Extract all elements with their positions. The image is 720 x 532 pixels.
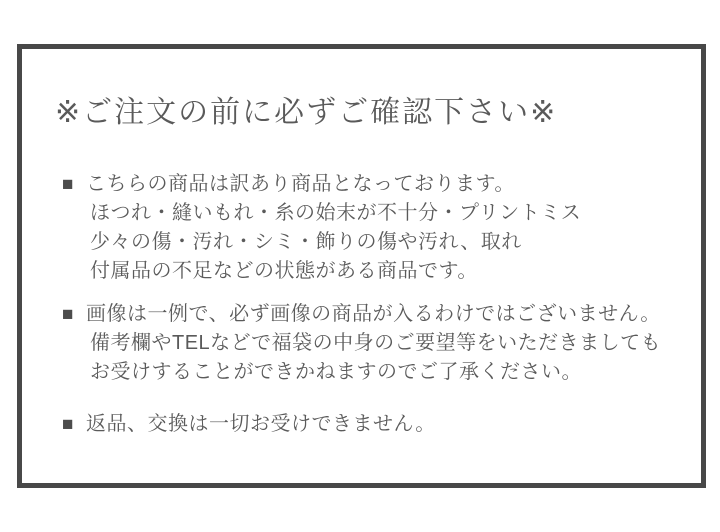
notice-line-text: 画像は一例で、必ず画像の商品が入るわけではございません。 [86, 303, 661, 325]
bullet-square-icon: ■ [62, 304, 74, 325]
notice-paragraph-returns [62, 410, 701, 439]
bullet-square-icon: ■ [62, 174, 74, 195]
notice-title: ※ご注文の前に必ずご確認下さい※ [55, 96, 558, 129]
notice-line-text: 少々の傷・汚れ・シミ・飾りの傷や汚れ、取れ [90, 231, 522, 253]
notice-line [62, 300, 701, 329]
notice-paragraph-images [62, 300, 701, 387]
notice-body [62, 170, 701, 439]
notice-line [62, 410, 701, 439]
bullet-square-icon: ■ [62, 414, 74, 435]
notice-line-text: 備考欄やTELなどで福袋の中身のご要望等をいただきましても [90, 332, 662, 354]
notice-line-text: お受けすることができかねますのでご了承ください。 [90, 361, 582, 383]
notice-frame [17, 44, 706, 488]
notice-line-text: ほつれ・縫いもれ・糸の始末が不十分・プリントミス [90, 202, 582, 224]
notice-paragraph-defects [62, 170, 701, 286]
notice-line-text: 返品、交換は一切お受けできません。 [86, 413, 436, 435]
notice-line [62, 170, 701, 199]
notice-line-text: こちらの商品は訳あり商品となっております。 [86, 173, 515, 195]
notice-line-text: 付属品の不足などの状態がある商品です。 [90, 260, 478, 282]
